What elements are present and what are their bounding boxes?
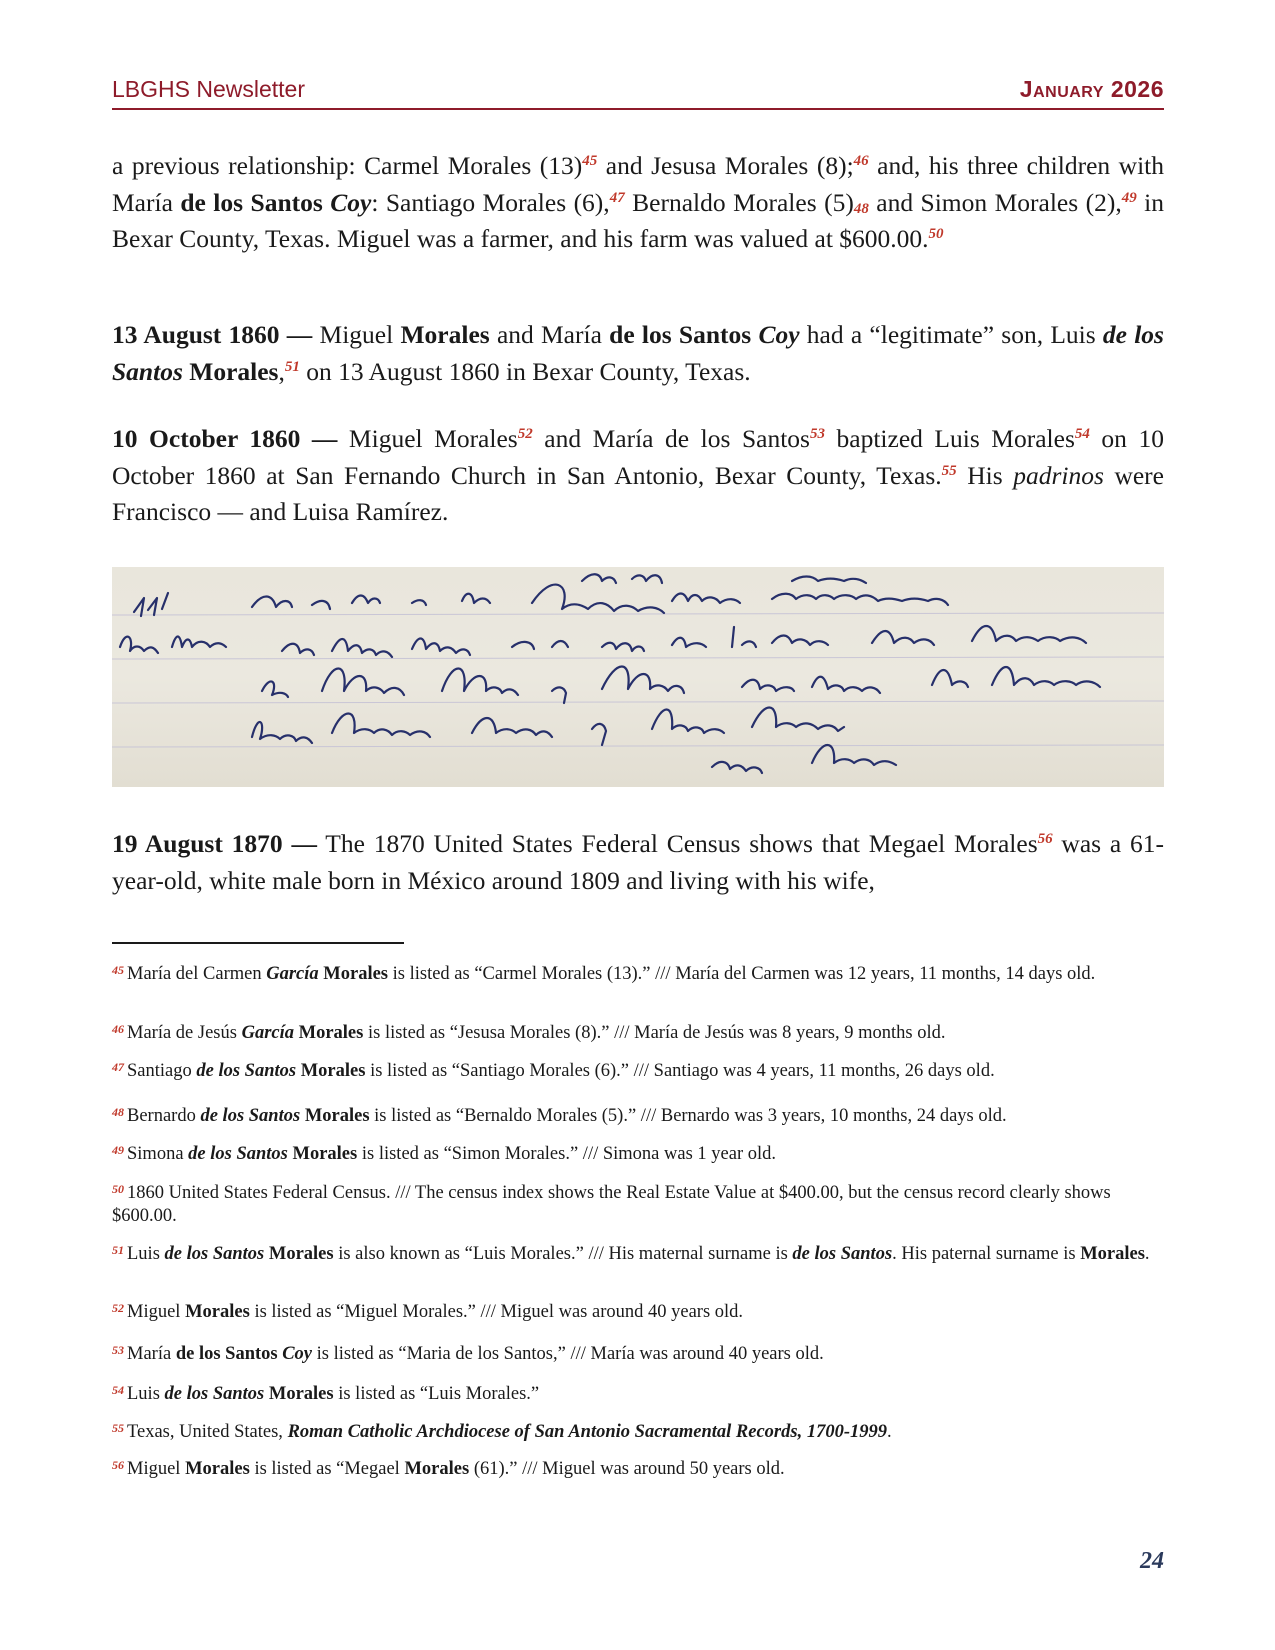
footnote-49: $^{49}$ Simona de los Santos Morales is listed as “Simon Morales.” /// Simona was 1 year old. bbox=[112, 1143, 776, 1164]
footnote-ref-55[interactable]: 55 bbox=[941, 462, 957, 479]
paragraph-birth-1860: 13 August 1860 — Miguel Morales and María de los Santos Coy had a “legitimate” son, Luis de los Santos Morales,$^{51}$ on 13 August 1860 in Bexar County, Texas. bbox=[112, 320, 1164, 386]
footnote-ref-47[interactable]: 47 bbox=[609, 189, 625, 206]
baptism-record-image bbox=[112, 567, 1164, 787]
footnote-52: $^{52}$ Miguel Morales is listed as “Miguel Morales.” /// Miguel was around 40 years old. bbox=[112, 1301, 744, 1322]
footnote-ref-54[interactable]: 54 bbox=[1074, 426, 1090, 442]
footnote-ref-52[interactable]: 52 bbox=[517, 426, 533, 442]
footnote-ref-45[interactable]: 45 bbox=[582, 153, 598, 169]
paragraph-census-1860: a previous relationship: Carmel Morales (13)$^{45}$ and Jesusa Morales (8);$^{46}$ and, his three children with María de los Santos Coy: Santiago Morales (6),$^{47}$ Bernaldo Morales (5)$^{48}$ and Simon Morales (2),$^{49}$ in Bexar County, Texas. Miguel was a farmer, and his farm was valued at $600.00.50 bbox=[112, 151, 1165, 253]
footnote-55: $^{55}$ Texas, United States, Roman Catholic Archdiocese of San Antonio Sacramental Records, 1700-1999. bbox=[112, 1421, 892, 1442]
entry-date: 19 August 1870 — bbox=[112, 829, 317, 858]
footnote-56: $^{56}$ Miguel Morales is listed as “Megael Morales (61).” /// Miguel was around 50 years old. bbox=[112, 1458, 785, 1479]
entry-date: 10 October 1860 — bbox=[112, 424, 338, 453]
footnote-ref-46[interactable]: 46 bbox=[853, 153, 869, 169]
footnote-47: $^{47}$ Santiago de los Santos Morales is listed as “Santiago Morales (6).” /// Santiago was 4 years, 11 months, 26 days old. bbox=[112, 1060, 995, 1081]
footnote-ref-49[interactable]: 49 bbox=[1121, 189, 1137, 206]
footnote-ref-50[interactable]: 50 bbox=[928, 226, 944, 242]
issue-date: January 2026 bbox=[1019, 76, 1164, 102]
footnote-50: $^{50}$ 1860 United States Federal Census. /// The census index shows the Real Estate Value at $400.00, but the census record clearly shows $600.00. bbox=[112, 1182, 1111, 1226]
footnote-46: $^{46}$ María de Jesús García Morales is listed as “Jesusa Morales (8).” /// María de Jesús was 8 years, 9 months old. bbox=[112, 1022, 946, 1043]
footnote-53: $^{53}$ María de los Santos Coy is listed as “Maria de los Santos,” /// María was around 40 years old. bbox=[112, 1343, 824, 1364]
footnote-48: $^{48}$ Bernardo de los Santos Morales is listed as “Bernaldo Morales (5).” /// Bernardo was 3 years, 10 months, 24 days old. bbox=[112, 1105, 1007, 1126]
handwritten-record-drawing bbox=[112, 567, 1164, 787]
footnote-divider bbox=[112, 942, 404, 944]
paragraph-baptism-1860: 10 October 1860 — Miguel Morales$^{52}$ and María de los Santos$^{53}$ baptized Luis Morales$^{54}$ on 10 October 1860 at San Fernando Church in San Antonio, Bexar County, Texas.$^{55}$ His padrinos were Francisco — and Luisa Ramírez. bbox=[112, 424, 1164, 526]
footnote-45: $^{45}$ María del Carmen García Morales is listed as “Carmel Morales (13).” /// María del Carmen was 12 years, 11 months, 14 days old. bbox=[112, 963, 1096, 984]
footnote-54: $^{54}$ Luis de los Santos Morales is listed as “Luis Morales.” bbox=[112, 1383, 540, 1404]
publication-title: LBGHS Newsletter bbox=[112, 76, 306, 102]
page-header bbox=[112, 74, 1164, 110]
entry-date: 13 August 1860 — bbox=[112, 320, 313, 349]
footnote-ref-56[interactable]: 56 bbox=[1037, 831, 1053, 847]
footnote-ref-51[interactable]: 51 bbox=[284, 358, 300, 375]
footnote-51: $^{51}$ Luis de los Santos Morales is also known as “Luis Morales.” /// His maternal surname is de los Santos. His paternal surname is Morales. bbox=[112, 1243, 1150, 1264]
page-number: 24 bbox=[1140, 1548, 1164, 1574]
footnote-ref-48[interactable]: 48 bbox=[853, 200, 869, 217]
footnote-ref-53[interactable]: 53 bbox=[809, 426, 825, 442]
paragraph-census-1870: 19 August 1870 — The 1870 United States Federal Census shows that Megael Morales$^{56}$ was a 61-year-old, white male born in México around 1809 and living with his wife, bbox=[112, 829, 1164, 895]
